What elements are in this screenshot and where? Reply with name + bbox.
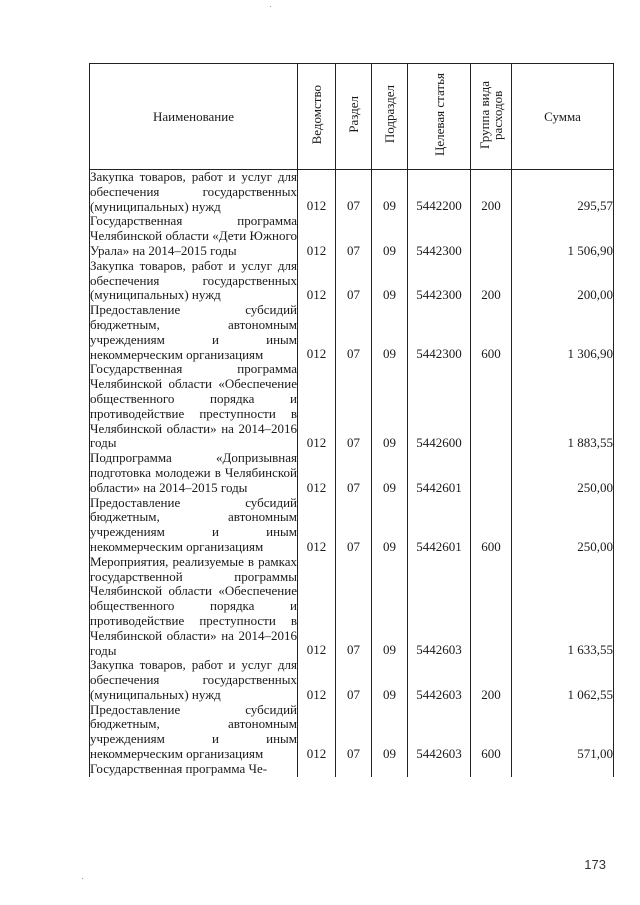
cell-amount: 1 062,55 bbox=[512, 658, 614, 702]
table-row bbox=[90, 214, 614, 258]
scan-speck bbox=[82, 878, 83, 879]
table-header-row bbox=[90, 64, 614, 170]
cell-subsection: 09 bbox=[372, 303, 408, 362]
cell-name: Государственная программа Че- bbox=[90, 762, 298, 777]
cell-subsection: 09 bbox=[372, 259, 408, 303]
table-row bbox=[90, 451, 614, 495]
cell-subsection: 09 bbox=[372, 658, 408, 702]
cell-expense-group: 600 bbox=[471, 303, 512, 362]
cell-department: 012 bbox=[298, 303, 336, 362]
cell-expense-group: 200 bbox=[471, 658, 512, 702]
cell-amount: 250,00 bbox=[512, 496, 614, 555]
cell-target-article: 5442603 bbox=[408, 703, 471, 762]
cell-department: 012 bbox=[298, 170, 336, 215]
cell-name: Государственная программа Челябинской области «Обеспечение общественного порядка и противодействие преступности в Челябинской области» на 2014–2016 годы bbox=[90, 361, 297, 451]
cell-expense-group bbox=[471, 362, 512, 451]
table-row bbox=[90, 170, 614, 215]
cell-expense-group bbox=[471, 214, 512, 258]
header-section: Раздел bbox=[336, 64, 372, 170]
cell-subsection: 09 bbox=[372, 451, 408, 495]
cell-expense-group: 600 bbox=[471, 703, 512, 762]
cell-department: 012 bbox=[298, 555, 336, 659]
cell-section: 07 bbox=[336, 214, 372, 258]
table-row bbox=[90, 303, 614, 362]
cell-section: 07 bbox=[336, 703, 372, 762]
cell-target-article: 5442600 bbox=[408, 362, 471, 451]
header-amount: Сумма bbox=[512, 64, 614, 170]
cell-target-article: 5442300 bbox=[408, 303, 471, 362]
cell-section bbox=[336, 762, 372, 777]
table-row bbox=[90, 703, 614, 762]
cell-target-article: 5442603 bbox=[408, 658, 471, 702]
cell-name: Мероприятия, реализуемые в рамках государственной программы Челябинской области «Обеспечение общественного порядка и противодействие преступности в Челябинской области» на 2014–2016 годы bbox=[90, 553, 297, 658]
table-row bbox=[90, 362, 614, 451]
cell-expense-group: 200 bbox=[471, 259, 512, 303]
cell-amount bbox=[512, 762, 614, 777]
header-department: Ведомство bbox=[298, 64, 336, 170]
cell-name: Закупка товаров, работ и услуг для обеспечения государственных (муниципальных) нужд bbox=[90, 169, 297, 214]
cell-department: 012 bbox=[298, 703, 336, 762]
cell-amount: 1 306,90 bbox=[512, 303, 614, 362]
cell-target-article: 5442300 bbox=[408, 259, 471, 303]
cell-name: Предоставление субсидий бюджетным, автономным учреждениям и иным некоммерческим организациям bbox=[90, 701, 297, 762]
cell-name: Закупка товаров, работ и услуг для обеспечения государственных (муниципальных) нужд bbox=[90, 257, 297, 303]
cell-amount: 1 633,55 bbox=[512, 555, 614, 659]
cell-amount: 1 506,90 bbox=[512, 214, 614, 258]
cell-target-article: 5442300 bbox=[408, 214, 471, 258]
cell-department: 012 bbox=[298, 658, 336, 702]
cell-department bbox=[298, 762, 336, 777]
cell-section: 07 bbox=[336, 362, 372, 451]
scan-speck bbox=[270, 6, 271, 7]
cell-department: 012 bbox=[298, 214, 336, 258]
cell-name: Подпрограмма «Допризывная подготовка молодежи в Челябинской области» на 2014–2015 годы bbox=[90, 450, 297, 495]
cell-name: Предоставление субсидий бюджетным, автономным учреждениям и иным некоммерческим организациям bbox=[90, 302, 297, 362]
cell-amount: 200,00 bbox=[512, 259, 614, 303]
cell-expense-group: 600 bbox=[471, 496, 512, 555]
cell-amount: 571,00 bbox=[512, 703, 614, 762]
table-row bbox=[90, 259, 614, 303]
cell-section: 07 bbox=[336, 259, 372, 303]
cell-expense-group bbox=[471, 451, 512, 495]
table-row bbox=[90, 496, 614, 555]
cell-expense-group: 200 bbox=[471, 170, 512, 215]
cell-amount: 250,00 bbox=[512, 451, 614, 495]
cell-section: 07 bbox=[336, 658, 372, 702]
cell-department: 012 bbox=[298, 362, 336, 451]
cell-subsection: 09 bbox=[372, 555, 408, 659]
table-row bbox=[90, 555, 614, 659]
cell-department: 012 bbox=[298, 451, 336, 495]
cell-section: 07 bbox=[336, 170, 372, 215]
cell-subsection: 09 bbox=[372, 214, 408, 258]
header-subsection: Подраздел bbox=[372, 64, 408, 170]
header-expense-group: Группа вида расходов bbox=[471, 64, 512, 170]
cell-amount: 295,57 bbox=[512, 170, 614, 215]
cell-subsection: 09 bbox=[372, 496, 408, 555]
cell-section: 07 bbox=[336, 496, 372, 555]
cell-target-article: 5442601 bbox=[408, 451, 471, 495]
table-row bbox=[90, 658, 614, 702]
cell-target-article: 5442603 bbox=[408, 555, 471, 659]
cell-target-article: 5442601 bbox=[408, 496, 471, 555]
cell-section: 07 bbox=[336, 303, 372, 362]
cell-subsection: 09 bbox=[372, 703, 408, 762]
cell-amount: 1 883,55 bbox=[512, 362, 614, 451]
cell-target-article bbox=[408, 762, 471, 777]
budget-table bbox=[89, 63, 614, 777]
cell-department: 012 bbox=[298, 259, 336, 303]
cell-subsection: 09 bbox=[372, 170, 408, 215]
cell-expense-group bbox=[471, 555, 512, 659]
cell-department: 012 bbox=[298, 496, 336, 555]
cell-name: Закупка товаров, работ и услуг для обеспечения государственных (муниципальных) нужд bbox=[90, 657, 297, 702]
cell-name: Предоставление субсидий бюджетным, автономным учреждениям и иным некоммерческим организациям bbox=[90, 494, 297, 554]
cell-subsection: 09 bbox=[372, 362, 408, 451]
cell-subsection bbox=[372, 762, 408, 777]
cell-target-article: 5442200 bbox=[408, 170, 471, 215]
cell-section: 07 bbox=[336, 451, 372, 495]
table-row bbox=[90, 762, 614, 777]
cell-name: Государственная программа Челябинской области «Дети Южного Урала» на 2014–2015 годы bbox=[90, 213, 297, 258]
page-number: 173 bbox=[584, 857, 606, 872]
header-target-article: Целевая статья bbox=[408, 64, 471, 170]
header-name: Наименование bbox=[90, 64, 298, 170]
cell-expense-group bbox=[471, 762, 512, 777]
cell-section: 07 bbox=[336, 555, 372, 659]
